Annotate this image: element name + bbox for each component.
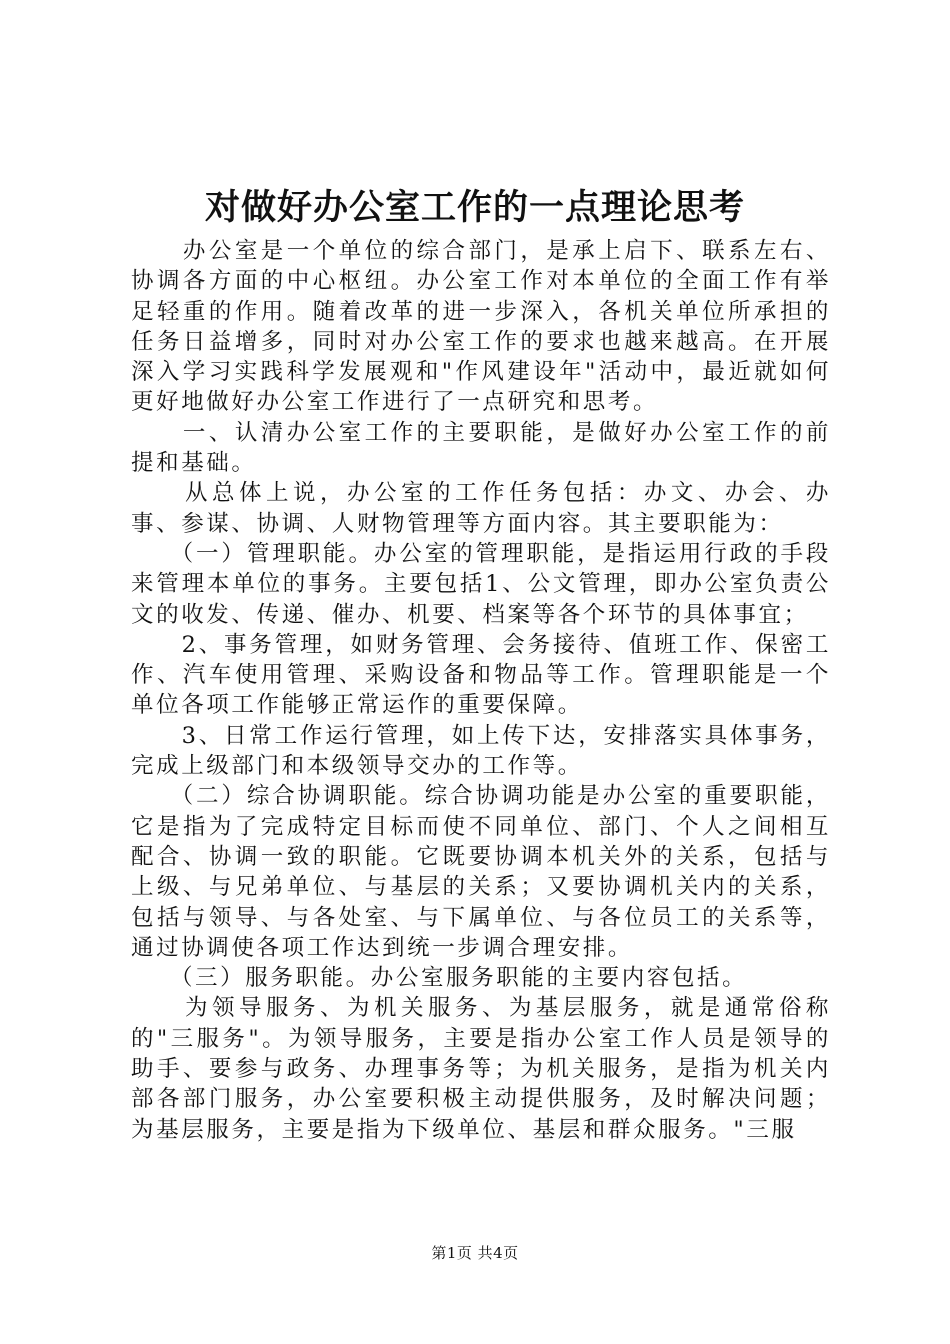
page-number-footer: 第1页 共4页 (431, 1244, 519, 1262)
paragraph-coordination-function: （二）综合协调职能。综合协调功能是办公室的重要职能，它是指为了完成特定目标而使不同单位、部门、个人之间相互配合、协调一致的职能。它既要协调本机关外的关系，包括与上级、与兄弟单位、与基层的关系；又要协调机关内的关系，包括与领导、与各处室、与下属单位、与各位员工的关系等，通过协调使各项工作达到统一步调合理安排。 (131, 783, 831, 961)
paragraph-service-function: （三）服务职能。办公室服务职能的主要内容包括。 (131, 965, 748, 992)
paragraph-management-function: （一）管理职能。办公室的管理职能，是指运用行政的手段来管理本单位的事务。主要包括1、公文管理，即办公室负责公文的收发、传递、催办、机要、档案等各个环节的具体事宜； (131, 540, 831, 628)
paragraph-intro: 办公室是一个单位的综合部门，是承上启下、联系左右、协调各方面的中心枢纽。办公室工作对本单位的全面工作有举足轻重的作用。随着改革的进一步深入，各机关单位所承担的任务日益增多，同时对办公室工作的要求也越来越高。在开展深入学习实践科学发展观和"作风建设年"活动中，最近就如何更好地做好办公室工作进行了一点研究和思考。 (131, 238, 831, 416)
document-title: 对做好办公室工作的一点理论思考 (204, 187, 745, 228)
paragraph-section-1-heading: 一、认清办公室工作的主要职能，是做好办公室工作的前提和基础。 (131, 419, 831, 477)
paragraph-daily-operations: 3、日常工作运行管理，如上传下达，安排落实具体事务，完成上级部门和本级领导交办的工作等。 (131, 722, 831, 780)
document-body (131, 236, 831, 1145)
paragraph-three-services: 为领导服务、为机关服务、为基层服务，就是通常俗称的"三服务"。为领导服务，主要是指办公室工作人员是领导的助手、要参与政务、办理事务等；为机关服务，是指为机关内部各部门服务，办公室要积极主动提供服务，及时解决问题；为基层服务，主要是指为下级单位、基层和群众服务。"三服 (131, 995, 831, 1143)
paragraph-overview: 从总体上说，办公室的工作任务包括：办文、办会、办事、参谋、协调、人财物管理等方面内容。其主要职能为： (131, 480, 831, 537)
paragraph-affairs-management: 2、事务管理，如财务管理、会务接待、值班工作、保密工作、汽车使用管理、采购设备和物品等工作。管理职能是一个单位各项工作能够正常运作的重要保障。 (131, 631, 831, 719)
